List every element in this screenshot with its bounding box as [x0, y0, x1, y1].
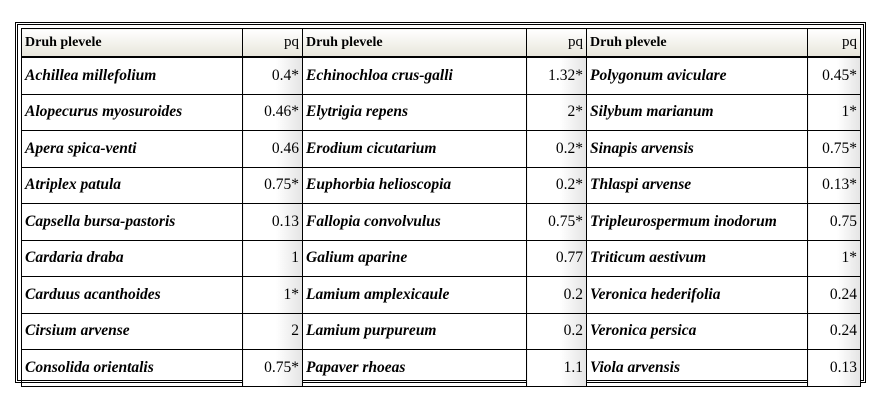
pq-value: 0.24	[808, 313, 861, 350]
species-name: Polygonum aviculare	[587, 57, 808, 94]
pq-value: 0.13	[808, 350, 861, 387]
species-name: Lamium purpureum	[303, 313, 527, 350]
header-row	[22, 29, 861, 58]
species-name: Euphorbia helioscopia	[303, 167, 527, 204]
pq-value: 0.77	[527, 240, 587, 277]
species-name: Lamium amplexicaule	[303, 277, 527, 314]
pq-value: 0.4*	[243, 57, 303, 94]
pq-value: 1	[243, 240, 303, 277]
species-name: Thlaspi arvense	[587, 167, 808, 204]
table-row	[22, 167, 861, 204]
pq-value: 0.46*	[243, 94, 303, 131]
pq-value: 0.13	[243, 204, 303, 241]
pq-value: 0.13*	[808, 167, 861, 204]
column-header-name: Druh plevele	[303, 29, 527, 58]
column-header-pq: pq	[808, 29, 861, 58]
species-name: Alopecurus myosuroides	[22, 94, 243, 131]
species-name: Viola arvensis	[587, 350, 808, 387]
species-name: Achillea millefolium	[22, 57, 243, 94]
pq-value: 0.75	[808, 204, 861, 241]
pq-value: 0.75*	[243, 350, 303, 387]
pq-value: 1.1	[527, 350, 587, 387]
species-name: Galium aparine	[303, 240, 527, 277]
pq-value: 2	[243, 313, 303, 350]
species-name: Capsella bursa-pastoris	[22, 204, 243, 241]
pq-value: 0.2	[527, 313, 587, 350]
species-name: Cardaria draba	[22, 240, 243, 277]
species-name: Apera spica-venti	[22, 131, 243, 168]
weed-table	[21, 28, 861, 387]
column-header-pq: pq	[243, 29, 303, 58]
pq-value: 0.2	[527, 277, 587, 314]
species-name: Veronica hederifolia	[587, 277, 808, 314]
species-name: Erodium cicutarium	[303, 131, 527, 168]
table-row	[22, 350, 861, 387]
species-name: Atriplex patula	[22, 167, 243, 204]
pq-value: 0.46	[243, 131, 303, 168]
pq-value: 1.32*	[527, 57, 587, 94]
species-name: Sinapis arvensis	[587, 131, 808, 168]
pq-value: 0.2*	[527, 167, 587, 204]
pq-value: 0.75*	[243, 167, 303, 204]
species-name: Tripleurospermum inodorum	[587, 204, 808, 241]
pq-value: 0.2*	[527, 131, 587, 168]
column-header-pq: pq	[527, 29, 587, 58]
table-row	[22, 240, 861, 277]
species-name: Consolida orientalis	[22, 350, 243, 387]
pq-value: 1*	[808, 94, 861, 131]
table-row	[22, 94, 861, 131]
species-name: Fallopia convolvulus	[303, 204, 527, 241]
column-header-name: Druh plevele	[22, 29, 243, 58]
species-name: Papaver rhoeas	[303, 350, 527, 387]
table-row	[22, 57, 861, 94]
pq-value: 1*	[243, 277, 303, 314]
species-name: Echinochloa crus-galli	[303, 57, 527, 94]
species-name: Silybum marianum	[587, 94, 808, 131]
pq-value: 0.75*	[808, 131, 861, 168]
table-row	[22, 277, 861, 314]
pq-value: 0.24	[808, 277, 861, 314]
pq-value: 1*	[808, 240, 861, 277]
table-row	[22, 204, 861, 241]
species-name: Triticum aestivum	[587, 240, 808, 277]
table-row	[22, 313, 861, 350]
species-name: Elytrigia repens	[303, 94, 527, 131]
species-name: Cirsium arvense	[22, 313, 243, 350]
species-name: Carduus acanthoides	[22, 277, 243, 314]
table-frame	[15, 22, 866, 383]
species-name: Veronica persica	[587, 313, 808, 350]
pq-value: 0.75*	[527, 204, 587, 241]
column-header-name: Druh plevele	[587, 29, 808, 58]
pq-value: 0.45*	[808, 57, 861, 94]
pq-value: 2*	[527, 94, 587, 131]
table-row	[22, 131, 861, 168]
